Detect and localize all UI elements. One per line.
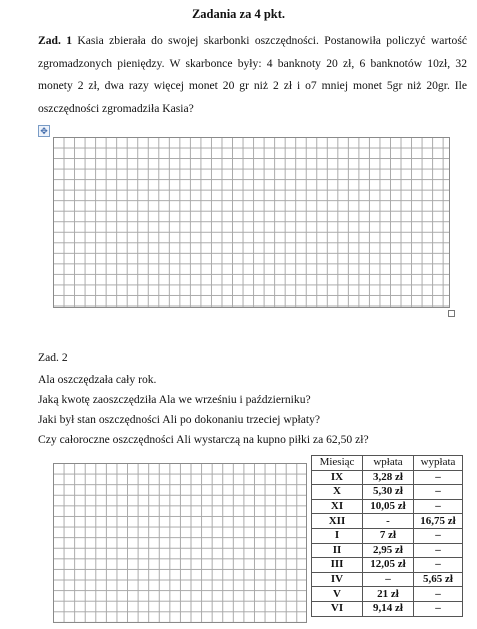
- table-row: [312, 485, 463, 500]
- task1-text: [38, 30, 467, 120]
- table-row: [312, 601, 463, 616]
- header-month: Miesiąc: [312, 456, 363, 471]
- table-row: [312, 470, 463, 485]
- table-row: [312, 528, 463, 543]
- cell-month: X: [312, 485, 363, 500]
- cell-withdrawal: 16,75 zł: [414, 514, 463, 529]
- cell-withdrawal: –: [414, 558, 463, 573]
- table-move-handle-icon[interactable]: ✥: [38, 125, 50, 137]
- task1-label: Zad. 1: [38, 34, 73, 47]
- cell-deposit: 5,30 zł: [363, 485, 414, 500]
- cell-deposit: 10,05 zł: [363, 499, 414, 514]
- table-row: [312, 499, 463, 514]
- task2-line: Jaki był stan oszczędności Ali po dokonaniu trzeciej wpłaty?: [38, 413, 321, 426]
- cell-deposit: 9,14 zł: [363, 601, 414, 616]
- table-row: [312, 587, 463, 602]
- answer-grid-task1: [53, 137, 450, 308]
- cell-month: XII: [312, 514, 363, 529]
- cell-withdrawal: –: [414, 587, 463, 602]
- cell-withdrawal: –: [414, 601, 463, 616]
- page-title: Zadania za 4 pkt.: [191, 7, 286, 21]
- table-resize-handle[interactable]: [448, 310, 455, 317]
- task1-body: Kasia zbierała do swojej skarbonki oszczędności. Postanowiła policzyć wartość zgromadzonych pieniędzy. W skarbonce były: 4 banknoty 20 zł, 6 banknotów 10zł, 32 monety 2 zł, dwa razy więcej monet 20 gr niż 2 zł i o7 mniej monet 5gr niż 20gr. Ile oszczędności zgromadziła Kasia?: [38, 34, 467, 115]
- cell-deposit: -: [363, 514, 414, 529]
- table-row: [312, 514, 463, 529]
- cell-deposit: 12,05 zł: [363, 558, 414, 573]
- savings-table: [311, 455, 463, 617]
- table-row: [312, 543, 463, 558]
- cell-month: III: [312, 558, 363, 573]
- task2-line: Jaką kwotę zaoszczędziła Ala we wrześniu i październiku?: [38, 393, 311, 406]
- cell-deposit: –: [363, 572, 414, 587]
- task2-line: Czy całoroczne oszczędności Ali wystarczą na kupno piłki za 62,50 zł?: [38, 433, 369, 446]
- cell-withdrawal: –: [414, 528, 463, 543]
- cell-month: I: [312, 528, 363, 543]
- cell-withdrawal: –: [414, 470, 463, 485]
- cell-month: XI: [312, 499, 363, 514]
- task2-label: Zad. 2: [38, 351, 68, 364]
- cell-deposit: 3,28 zł: [363, 470, 414, 485]
- cell-month: IV: [312, 572, 363, 587]
- cell-withdrawal: –: [414, 543, 463, 558]
- cell-withdrawal: –: [414, 485, 463, 500]
- cell-deposit: 21 zł: [363, 587, 414, 602]
- table-header-row: [312, 456, 463, 471]
- cell-withdrawal: 5,65 zł: [414, 572, 463, 587]
- cell-month: V: [312, 587, 363, 602]
- task2-line: Ala oszczędzała cały rok.: [38, 373, 157, 386]
- cell-withdrawal: –: [414, 499, 463, 514]
- cell-deposit: 7 zł: [363, 528, 414, 543]
- cell-deposit: 2,95 zł: [363, 543, 414, 558]
- cell-month: IX: [312, 470, 363, 485]
- cell-month: II: [312, 543, 363, 558]
- cell-month: VI: [312, 601, 363, 616]
- table-row: [312, 558, 463, 573]
- header-deposit: wpłata: [363, 456, 414, 471]
- header-withdrawal: wypłata: [414, 456, 463, 471]
- answer-grid-task2: [53, 463, 307, 623]
- table-row: [312, 572, 463, 587]
